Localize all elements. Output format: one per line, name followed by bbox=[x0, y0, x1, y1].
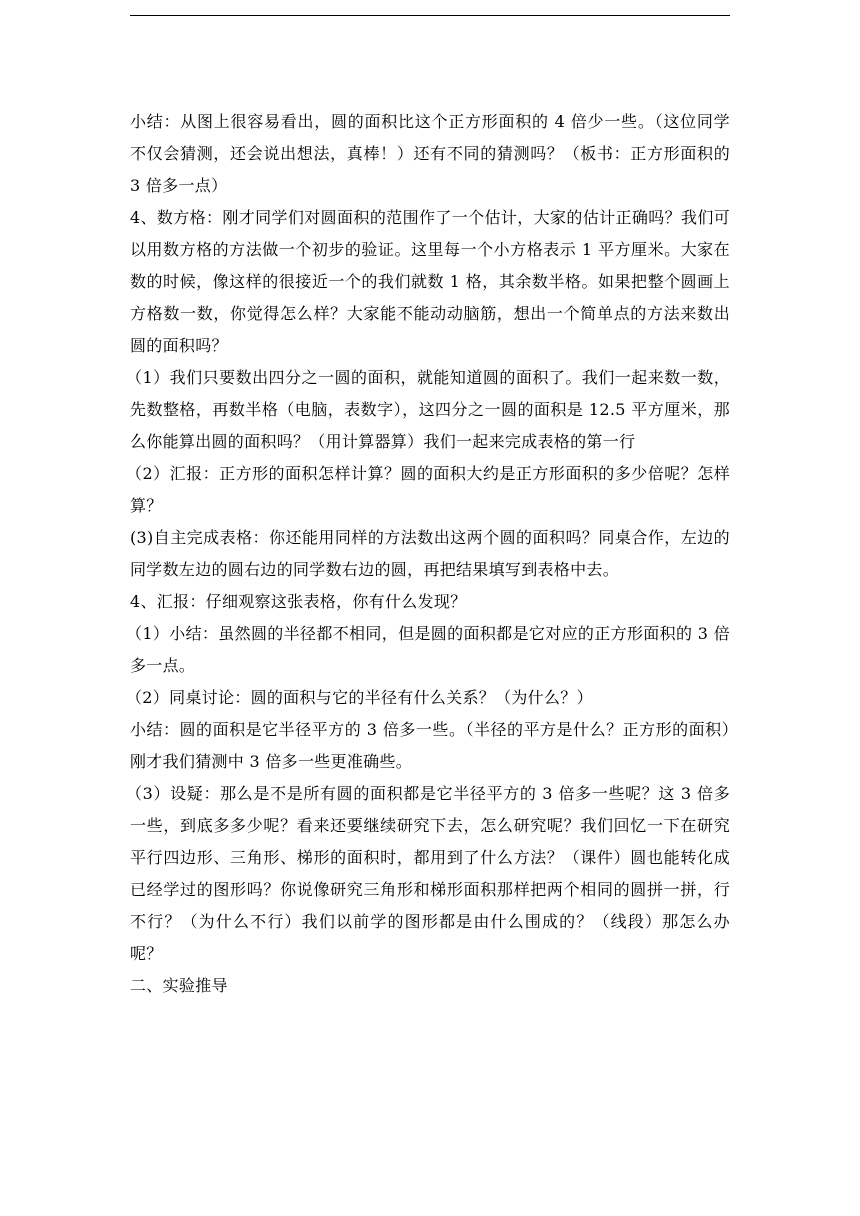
paragraph-step-3: (3)自主完成表格：你还能用同样的方法数出这两个圆的面积吗？同桌合作，左边的同学数左边的圆右边的同学数右边的圆，再把结果填写到表格中去。 bbox=[130, 528, 730, 579]
document-body bbox=[126, 106, 730, 1002]
paragraph-step-2: （2）汇报：正方形的面积怎样计算？圆的面积大约是正方形面积的多少倍呢？怎样算？ bbox=[126, 464, 730, 515]
paragraph-report-1: （1）小结：虽然圆的半径都不相同，但是圆的面积都是它对应的正方形面积的 3 倍多一点。 bbox=[126, 624, 730, 675]
section-heading-experiment: 二、实验推导 bbox=[130, 976, 228, 995]
paragraph-count-squares: 4、数方格：刚才同学们对圆面积的范围作了一个估计，大家的估计正确吗？我们可以用数方格的方法做一个初步的验证。这里每一个小方格表示 1 平方厘米。大家在数的时候，像这样的很接近一个的我们就数 1 格，其余数半格。如果把整个圆画上方格数一数，你觉得怎么样？大家能不能动动脑筋，想出一个简单点的方法来数出圆的面积吗？ bbox=[130, 208, 730, 355]
header-rule bbox=[130, 15, 730, 16]
paragraph-question: （3）设疑：那么是不是所有圆的面积都是它半径平方的 3 倍多一些呢？这 3 倍多一些，到底多多少呢？看来还要继续研究下去，怎么研究呢？我们回忆一下在研究平行四边形、三角形、梯形的面积时，都用到了什么方法？（课件）圆也能转化成已经学过的图形吗？你说像研究三角形和梯形面积那样把两个相同的圆拼一拼，行不行？（为什么不行）我们以前学的图形都是由什么围成的？（线段）那怎么办呢？ bbox=[126, 784, 730, 963]
paragraph-step-1: （1）我们只要数出四分之一圆的面积，就能知道圆的面积了。我们一起来数一数，先数整格，再数半格（电脑，表数字），这四分之一圆的面积是 12.5 平方厘米，那么你能算出圆的面积吗？（用计算器算）我们一起来完成表格的第一行 bbox=[126, 368, 730, 451]
paragraph-report-2: （2）同桌讨论：圆的面积与它的半径有什么关系？（为什么？） bbox=[126, 688, 593, 707]
paragraph-summary-radius: 小结：圆的面积是它半径平方的 3 倍多一些。（半径的平方是什么？正方形的面积）刚才我们猜测中 3 倍多一些更准确些。 bbox=[130, 720, 730, 771]
paragraph-summary-estimate: 小结：从图上很容易看出，圆的面积比这个正方形面积的 4 倍少一些。（这位同学不仅会猜测，还会说出想法，真棒！）还有不同的猜测吗？（板书：正方形面积的 3 倍多一点） bbox=[130, 112, 730, 195]
paragraph-report: 4、汇报：仔细观察这张表格，你有什么发现？ bbox=[130, 592, 467, 611]
